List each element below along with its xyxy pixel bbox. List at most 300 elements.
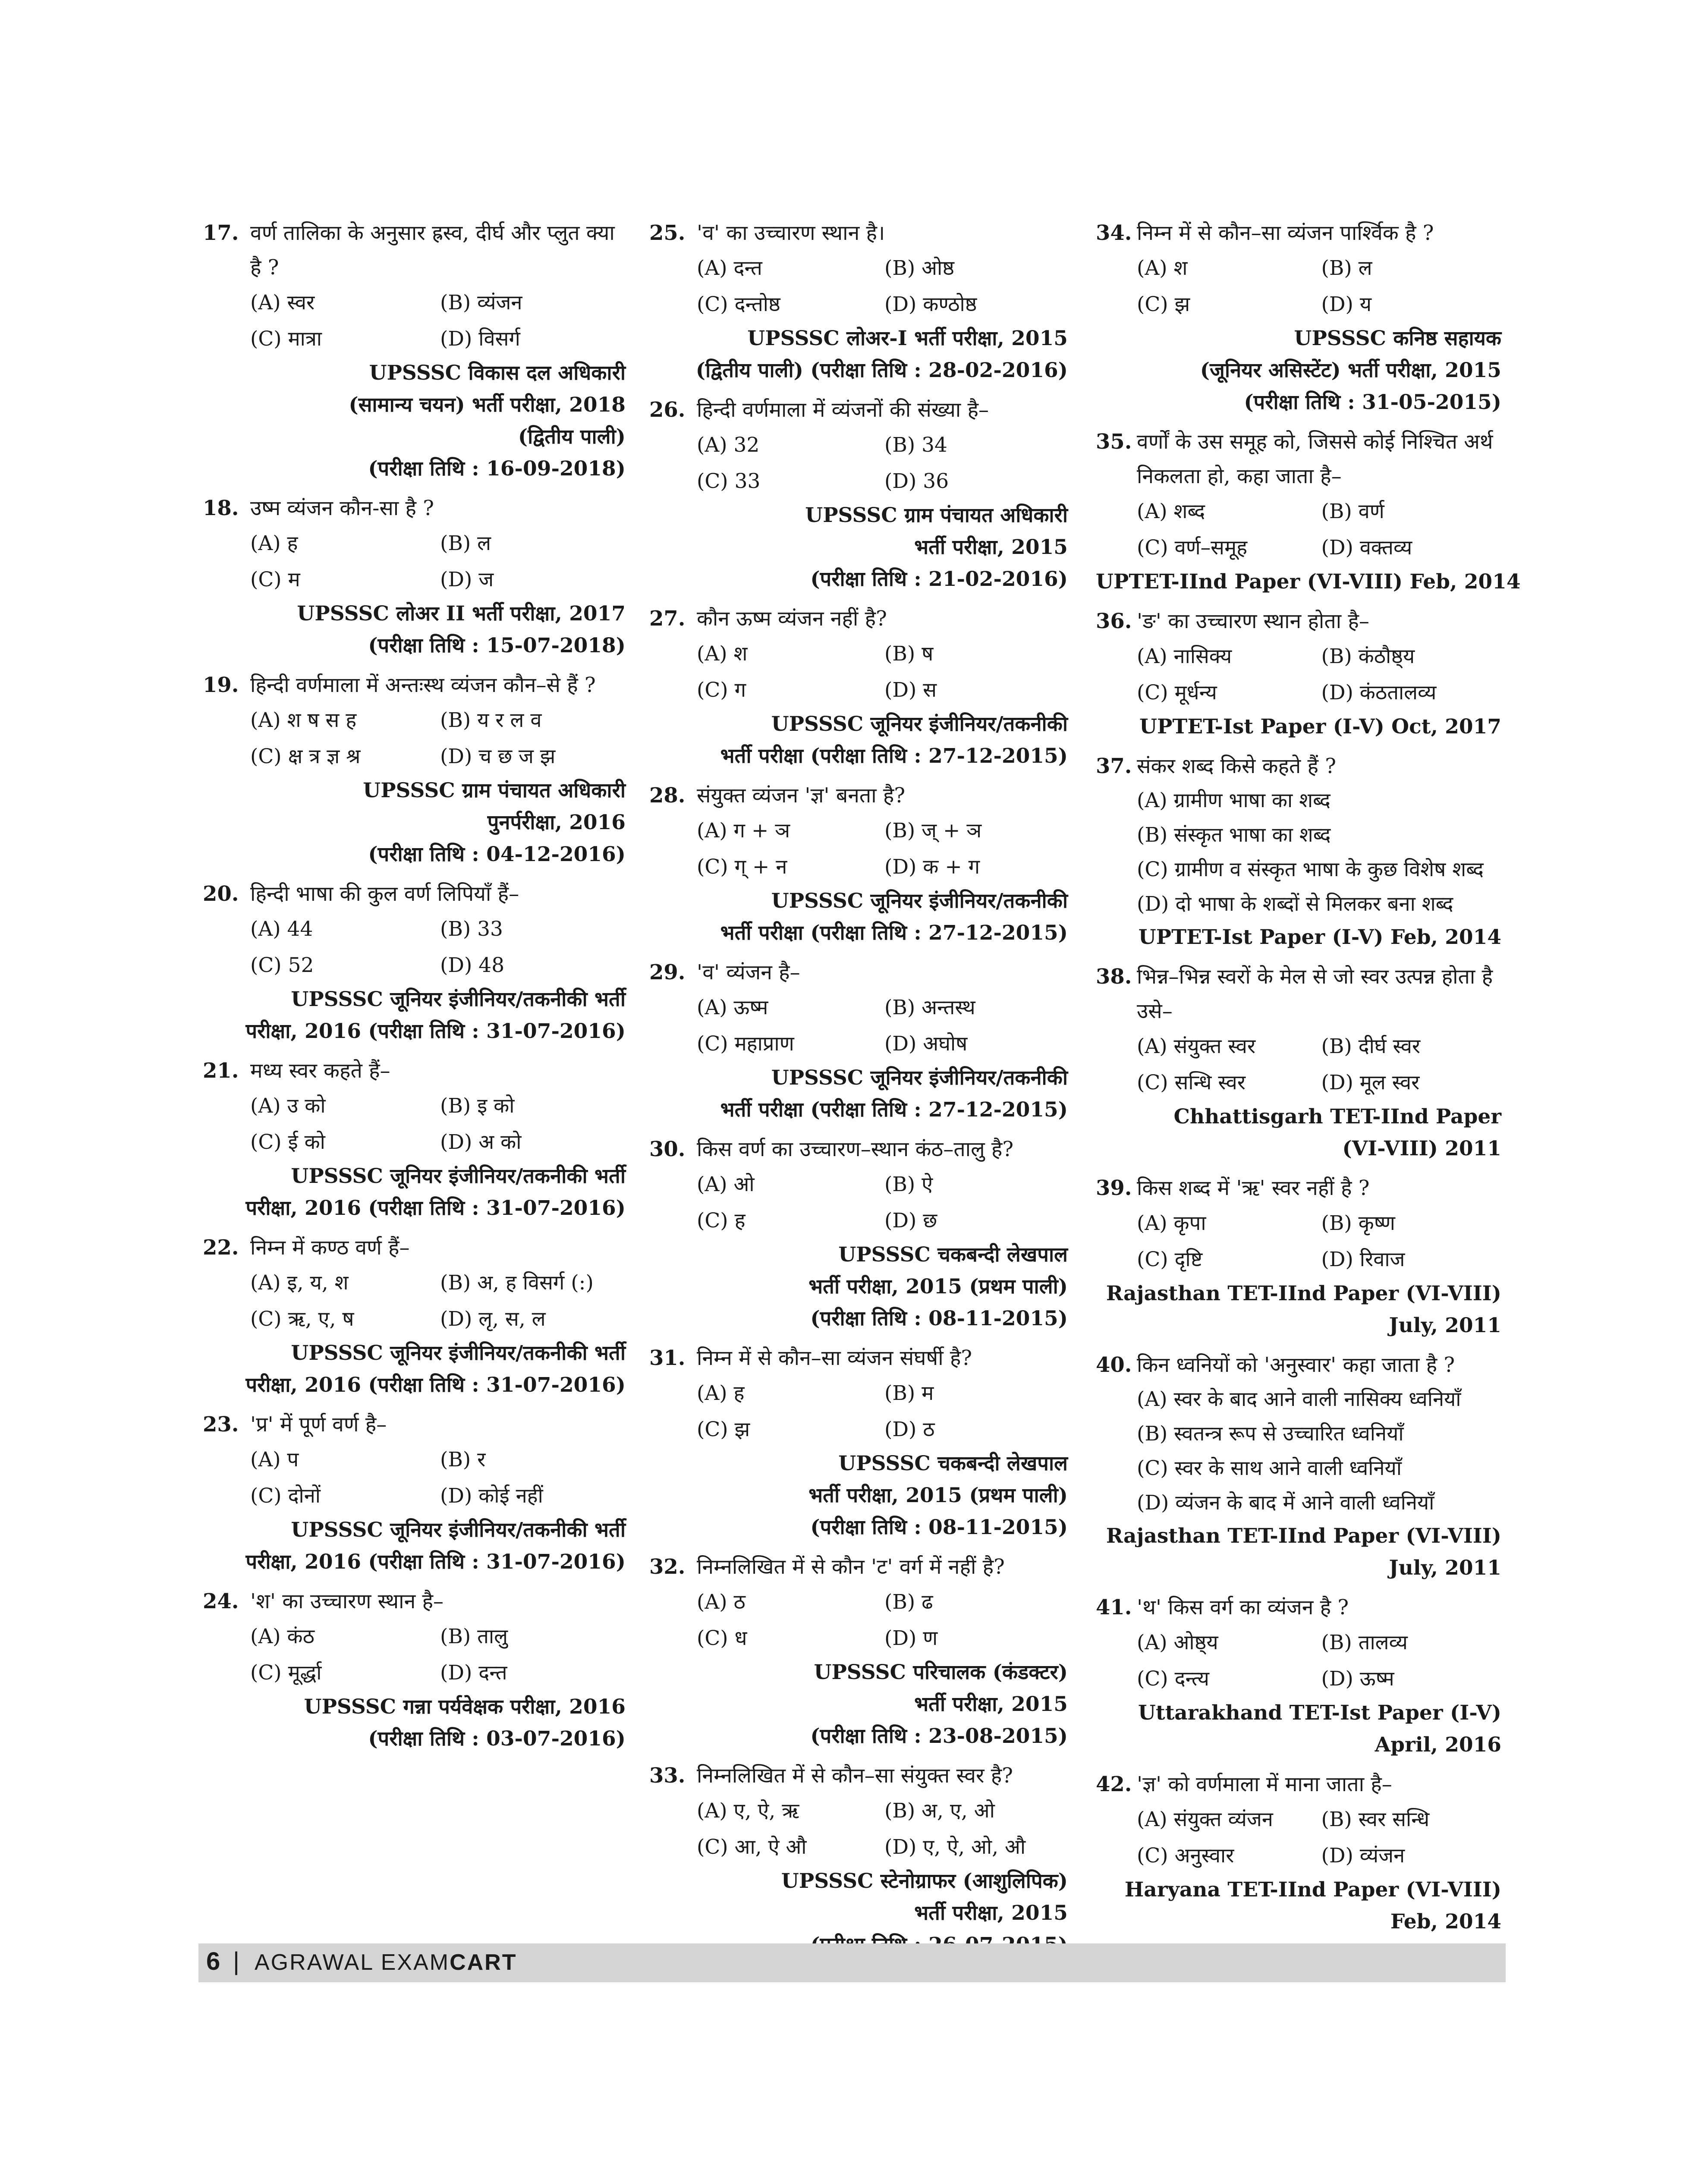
question-number: 24. (203, 1589, 239, 1613)
answer-option: (C) मूर्द्धा (250, 1661, 322, 1685)
exam-source-line: (परीक्षा तिथि : 08-11-2015) (810, 1307, 1068, 1330)
question-text (1096, 1348, 1506, 1382)
brand-name-first: AGRAWAL EXAM (255, 1950, 450, 1975)
answer-option: (A) उ को (250, 1094, 326, 1118)
answer-option: (B) म (884, 1381, 934, 1405)
answer-option: (B) स्वर सन्धि (1321, 1808, 1430, 1831)
answer-option: (D) 36 (884, 469, 949, 493)
question-block (203, 1407, 630, 1578)
question-block (649, 778, 1072, 949)
column-middle (649, 216, 1072, 1967)
answer-option: (B) इ को (440, 1094, 515, 1118)
answer-option: (B) कंठौष्ठ्य (1321, 645, 1415, 668)
exam-source-line: UPTET-Ist Paper (I-V) Oct, 2017 (1139, 715, 1501, 739)
answer-option: (D) अ को (440, 1130, 522, 1154)
answer-option: (A) दन्त (697, 256, 762, 280)
exam-source (203, 1514, 630, 1578)
answer-option: (A) ऊष्म (697, 996, 768, 1019)
footer-separator: | (233, 1947, 240, 1975)
answer-option: (B) ढ (884, 1590, 933, 1614)
answer-option: (A) ओष्ठ्य (1137, 1631, 1218, 1654)
exam-source-line: UPSSSC जूनियर इंजीनियर/तकनीकी (771, 712, 1068, 736)
question-block (1096, 1171, 1506, 1342)
question-number: 33. (649, 1764, 686, 1788)
question-number: 41. (1096, 1595, 1132, 1619)
exam-source (203, 357, 630, 485)
question-stem: मध्य स्वर कहते हैं– (250, 1059, 390, 1083)
question-number: 26. (649, 398, 686, 422)
question-text (649, 393, 1072, 427)
answer-option: (D) क + ग (884, 855, 980, 879)
question-block (203, 1230, 630, 1401)
answer-option: (A) स्वर (250, 291, 315, 314)
options-grid (649, 636, 1072, 708)
question-number: 20. (203, 882, 239, 906)
answer-option: (C) ग (697, 678, 746, 702)
question-stem: 'श' का उच्चारण स्थान है– (250, 1589, 444, 1613)
answer-option: (C) ह (697, 1209, 745, 1233)
question-number: 22. (203, 1236, 239, 1260)
options-grid (649, 1375, 1072, 1448)
question-text (649, 601, 1072, 636)
question-stem: हिन्दी वर्णमाला में अन्तःस्थ व्यंजन कौन–से हैं ? (250, 673, 596, 697)
exam-source-line: UPSSSC कनिष्ठ सहायक (1294, 327, 1501, 350)
question-number: 19. (203, 673, 239, 697)
question-number: 28. (649, 783, 686, 808)
answer-option: (C) महाप्राण (697, 1032, 794, 1056)
question-text (1096, 959, 1506, 1028)
page-number: 6 (206, 1947, 220, 1975)
options-grid (203, 702, 630, 775)
answer-option: (C) सन्धि स्वर (1137, 1071, 1246, 1094)
question-block (649, 601, 1072, 772)
answer-option: (A) श (1137, 256, 1188, 280)
exam-source-line: UPSSSC जूनियर इंजीनियर/तकनीकी भर्ती (291, 987, 626, 1011)
question-stem: उष्म व्यंजन कौन-सा है ? (250, 496, 434, 520)
answer-option: (B) दीर्घ स्वर (1321, 1034, 1421, 1058)
options-grid (203, 1088, 630, 1160)
answer-option: (C) वर्ण–समूह (1137, 536, 1248, 560)
answer-option: (D) दन्त (440, 1661, 507, 1685)
answer-option: (B) ष (884, 642, 934, 666)
answer-option: (B) तालव्य (1321, 1631, 1408, 1654)
exam-source-line: UPSSSC जूनियर इंजीनियर/तकनीकी भर्ती (291, 1518, 626, 1542)
answer-option: (C) ऋ, ए, ष (250, 1307, 354, 1331)
question-block (203, 491, 630, 662)
question-text (203, 1053, 630, 1088)
question-text (203, 1230, 630, 1265)
question-stem: 'प्र' में पूर्ण वर्ण है– (250, 1412, 387, 1437)
answer-option: (A) श (697, 642, 748, 666)
exam-source-line: भर्ती परीक्षा, 2015 (914, 1692, 1068, 1716)
answer-option: (B) र (440, 1448, 486, 1472)
page-footer (198, 1943, 1506, 1982)
answer-option: (D) वक्तव्य (1321, 536, 1412, 560)
exam-source-line: UPSSSC गन्ना पर्यवेक्षक परीक्षा, 2016 (304, 1695, 626, 1719)
options-grid (203, 1265, 630, 1337)
answer-option: (B) कृष्ण (1321, 1211, 1395, 1235)
exam-source (649, 1239, 1072, 1335)
question-stem: कौन ऊष्म व्यंजन नहीं है? (697, 607, 887, 631)
answer-option: (A) 44 (250, 917, 313, 941)
options-grid (203, 1442, 630, 1514)
exam-source-line: Rajasthan TET-IInd Paper (VI-VIII) (1106, 1524, 1501, 1548)
exam-source (1096, 711, 1506, 743)
exam-source-line: परीक्षा, 2016 (परीक्षा तिथि : 31-07-2016) (245, 1019, 626, 1043)
exam-source-line: July, 2011 (1389, 1314, 1501, 1337)
question-text (203, 491, 630, 525)
answer-option: (A) ह (697, 1381, 745, 1405)
answer-option: (C) 33 (697, 469, 761, 493)
options-grid (649, 1584, 1072, 1657)
answer-option: (B) संस्कृत भाषा का शब्द (1137, 823, 1331, 847)
answer-option: (C) दोनों (250, 1484, 321, 1508)
options-grid (203, 525, 630, 598)
answer-option: (B) अन्तस्थ (884, 996, 975, 1019)
options-grid (649, 250, 1072, 323)
question-text (203, 668, 630, 702)
exam-source-line: UPSSSC परिचालक (कंडक्टर) (814, 1660, 1068, 1684)
exam-source-line: (परीक्षा तिथि : 21-02-2016) (810, 567, 1068, 591)
exam-source-line: UPSSSC लोअर II भर्ती परीक्षा, 2017 (297, 602, 626, 626)
options-grid (1096, 783, 1506, 921)
question-text (1096, 424, 1506, 494)
answer-option: (C) अनुस्वार (1137, 1844, 1234, 1868)
exam-source-line: (परीक्षा तिथि : 23-08-2015) (810, 1724, 1068, 1748)
question-stem: निम्न में से कौन–सा व्यंजन पार्श्विक है ? (1137, 221, 1434, 245)
question-number: 30. (649, 1137, 686, 1161)
answer-option: (B) ल (440, 531, 491, 555)
question-number: 23. (203, 1412, 239, 1437)
options-grid (649, 813, 1072, 885)
question-number: 40. (1096, 1353, 1132, 1377)
answer-option: (B) ओष्ठ (884, 256, 954, 280)
options-grid (1096, 1802, 1506, 1874)
brand-name-second: CART (450, 1950, 517, 1975)
question-number: 39. (1096, 1176, 1132, 1200)
question-stem: हिन्दी भाषा की कुल वर्ण लिपियाँ हैं– (250, 882, 519, 906)
question-text (1096, 1590, 1506, 1625)
answer-option: (D) व्यंजन (1321, 1844, 1405, 1868)
answer-option: (A) ह (250, 531, 298, 555)
answer-option: (D) ए, ऐ, ओ, औ (884, 1835, 1026, 1859)
answer-option: (A) 32 (697, 433, 760, 457)
question-text (1096, 1767, 1506, 1802)
answer-option: (D) च छ ज झ (440, 745, 556, 768)
question-block (1096, 424, 1521, 598)
exam-source-line: UPSSSC स्टेनोग्राफर (आशुलिपिक) (781, 1869, 1068, 1893)
exam-source-line: UPSSSC जूनियर इंजीनियर/तकनीकी (771, 889, 1068, 913)
options-grid (203, 1619, 630, 1691)
answer-option: (D) दो भाषा के शब्दों से मिलकर बना शब्द (1137, 892, 1453, 916)
exam-source-line: April, 2016 (1375, 1733, 1501, 1757)
options-grid (1096, 1382, 1506, 1520)
question-stem: किन ध्वनियों को 'अनुस्वार' कहा जाता है ? (1137, 1353, 1455, 1377)
options-grid (1096, 1625, 1506, 1697)
question-stem: वर्ण तालिका के अनुसार ह्रस्व, दीर्घ और प्लुत क्या है ? (250, 221, 615, 280)
question-text (1096, 1171, 1506, 1205)
answer-option: (D) कोई नहीं (440, 1484, 543, 1508)
answer-option: (B) व्यंजन (440, 291, 522, 314)
question-text (1096, 216, 1506, 250)
question-block (649, 393, 1072, 595)
question-number: 34. (1096, 221, 1132, 245)
answer-option: (A) संयुक्त व्यंजन (1137, 1808, 1273, 1831)
options-grid (649, 427, 1072, 500)
question-text (649, 778, 1072, 813)
answer-option: (D) मूल स्वर (1321, 1071, 1420, 1094)
options-grid (203, 285, 630, 357)
exam-source-line: (परीक्षा तिथि : 08-11-2015) (810, 1516, 1068, 1539)
question-block (1096, 216, 1506, 418)
question-block (203, 668, 630, 871)
answer-option: (D) ठ (884, 1418, 935, 1441)
exam-source-line: UPSSSC चकबन्दी लेखपाल (838, 1452, 1068, 1475)
question-stem: निम्नलिखित में से कौन 'ट' वर्ग में नहीं है? (697, 1555, 1005, 1579)
answer-option: (D) विसर्ग (440, 327, 520, 351)
question-number: 17. (203, 221, 239, 245)
answer-option: (A) ए, ऐ, ऋ (697, 1799, 799, 1823)
answer-option: (A) ओ (697, 1173, 755, 1196)
question-block (649, 216, 1072, 387)
answer-option: (B) अ, ए, ओ (884, 1799, 995, 1823)
question-block (649, 1341, 1072, 1544)
exam-source-line: UPSSSC लोअर-I भर्ती परीक्षा, 2015 (747, 327, 1068, 350)
exam-source-line: Haryana TET-IInd Paper (VI-VIII) (1124, 1878, 1501, 1902)
answer-option: (C) ग् + न (697, 855, 787, 879)
answer-option: (B) अ, ह विसर्ग (:) (440, 1271, 594, 1295)
question-text (203, 1407, 630, 1442)
exam-source-line: UPTET-Ist Paper (I-V) Feb, 2014 (1138, 925, 1501, 949)
exam-source-line: (परीक्षा तिथि : 31-05-2015) (1244, 390, 1501, 414)
exam-source (1096, 1278, 1506, 1342)
column-right (1096, 216, 1521, 1944)
exam-source (203, 598, 630, 662)
answer-option: (B) ज् + ञ (884, 819, 982, 843)
exam-source-line: (परीक्षा तिथि : 16-09-2018) (368, 457, 626, 481)
question-stem: संकर शब्द किसे कहते हैं ? (1137, 754, 1337, 778)
question-number: 32. (649, 1555, 686, 1579)
answer-option: (D) 48 (440, 953, 505, 977)
answer-option: (B) य र ल व (440, 708, 542, 732)
options-grid (1096, 494, 1506, 566)
answer-option: (C) ग्रामीण व संस्कृत भाषा के कुछ विशेष शब्द (1137, 858, 1484, 881)
answer-option: (D) रिवाज (1321, 1248, 1405, 1271)
question-block (1096, 1348, 1506, 1584)
question-text (649, 216, 1072, 250)
answer-option: (A) ठ (697, 1590, 745, 1614)
question-block (649, 955, 1072, 1126)
question-number: 36. (1096, 609, 1132, 633)
question-number: 25. (649, 221, 686, 245)
exam-source (203, 775, 630, 871)
exam-source-line: Rajasthan TET-IInd Paper (VI-VIII) (1106, 1282, 1501, 1305)
question-number: 35. (1096, 430, 1132, 454)
question-stem: भिन्न–भिन्न स्वरों के मेल से जो स्वर उत्पन्न होता है उसे– (1137, 965, 1493, 1023)
exam-source (649, 323, 1072, 387)
answer-option: (C) झ (697, 1418, 750, 1441)
answer-option: (C) झ (1137, 292, 1190, 316)
answer-option: (A) ग + ञ (697, 819, 790, 843)
answer-option: (C) म (250, 568, 300, 591)
answer-option: (C) दन्त्य (1137, 1667, 1209, 1691)
question-block (203, 1584, 630, 1755)
answer-option: (D) ज (440, 568, 494, 591)
question-block (203, 1053, 630, 1224)
answer-option: (B) ऐ (884, 1173, 933, 1196)
question-stem: 'व' का उच्चारण स्थान है। (697, 221, 885, 245)
question-block (1096, 749, 1506, 953)
answer-option: (A) कृपा (1137, 1211, 1206, 1235)
question-stem: 'ज्ञ' को वर्णमाला में माना जाता है– (1137, 1772, 1392, 1796)
column-left (203, 216, 630, 1761)
exam-source (1096, 921, 1506, 953)
exam-source-line: भर्ती परीक्षा (परीक्षा तिथि : 27-12-2015) (720, 921, 1068, 945)
answer-option: (B) 33 (440, 917, 503, 941)
answer-option: (D) लृ, स, ल (440, 1307, 546, 1331)
answer-option: (D) छ (884, 1209, 937, 1233)
answer-option: (D) स (884, 678, 937, 702)
exam-source-line: UPSSSC विकास दल अधिकारी (369, 361, 626, 385)
exam-source-line: July, 2011 (1389, 1556, 1501, 1580)
exam-source-line: (द्वितीय पाली) (518, 425, 626, 449)
answer-option: (B) ल (1321, 256, 1372, 280)
exam-source (203, 1160, 630, 1224)
exam-source-line: (परीक्षा तिथि : 03-07-2016) (368, 1727, 626, 1751)
exam-source (1096, 1520, 1506, 1584)
exam-source (1096, 1874, 1506, 1938)
question-block (1096, 1767, 1506, 1938)
question-text (203, 877, 630, 911)
answer-option: (A) संयुक्त स्वर (1137, 1034, 1256, 1058)
exam-source-line: UPSSSC जूनियर इंजीनियर/तकनीकी (771, 1066, 1068, 1090)
question-block (203, 877, 630, 1047)
exam-source-line: Chhattisgarh TET-IInd Paper (1173, 1105, 1501, 1129)
question-block (649, 1550, 1072, 1752)
answer-option: (D) अघोष (884, 1032, 968, 1056)
answer-option: (D) कण्ठोष्ठ (884, 292, 977, 316)
answer-option: (C) मात्रा (250, 327, 322, 351)
answer-option: (C) क्ष त्र ज्ञ श्र (250, 745, 361, 768)
exam-source (1096, 566, 1521, 598)
answer-option: (C) दृष्टि (1137, 1248, 1203, 1271)
options-grid (649, 1167, 1072, 1239)
question-stem: निम्न में कण्ठ वर्ण हैं– (250, 1236, 410, 1260)
exam-source-line: UPSSSC ग्राम पंचायत अधिकारी (363, 779, 626, 802)
question-number: 37. (1096, 754, 1132, 778)
question-stem: 'थ' किस वर्ग का व्यंजन है ? (1137, 1595, 1349, 1619)
exam-source-line: (जूनियर असिस्टेंट) भर्ती परीक्षा, 2015 (1200, 358, 1501, 382)
exam-source-line: (VI-VIII) 2011 (1342, 1137, 1501, 1160)
exam-source (1096, 1101, 1506, 1165)
question-text (1096, 604, 1506, 638)
exam-source-line: (परीक्षा तिथि : 04-12-2016) (368, 843, 626, 866)
question-text (649, 1550, 1072, 1584)
exam-source-line: भर्ती परीक्षा, 2015 (प्रथम पाली) (808, 1275, 1068, 1299)
question-number: 31. (649, 1346, 686, 1370)
exam-source-line: परीक्षा, 2016 (परीक्षा तिथि : 31-07-2016) (245, 1196, 626, 1220)
exam-source (649, 1448, 1072, 1544)
answer-option: (C) आ, ऐ औ (697, 1835, 807, 1859)
exam-source (649, 500, 1072, 595)
answer-option: (D) व्यंजन के बाद में आने वाली ध्वनियाँ (1137, 1491, 1434, 1515)
question-text (1096, 749, 1506, 783)
answer-option: (C) ई को (250, 1130, 325, 1154)
question-text (649, 1132, 1072, 1167)
exam-source-line: भर्ती परीक्षा (परीक्षा तिथि : 27-12-2015) (720, 1098, 1068, 1122)
question-stem: हिन्दी वर्णमाला में व्यंजनों की संख्या है– (697, 398, 989, 422)
answer-option: (C) स्वर के साथ आने वाली ध्वनियाँ (1137, 1456, 1402, 1480)
answer-option: (A) श ष स ह (250, 708, 357, 732)
options-grid (649, 1793, 1072, 1865)
exam-source (1096, 1697, 1506, 1761)
question-stem: किस वर्ण का उच्चारण–स्थान कंठ–तालु है? (697, 1137, 1014, 1161)
exam-source-line: भर्ती परीक्षा, 2015 (प्रथम पाली) (808, 1484, 1068, 1507)
question-stem: किस शब्द में 'ऋ' स्वर नहीं है ? (1137, 1176, 1370, 1200)
exam-source-line: UPSSSC जूनियर इंजीनियर/तकनीकी भर्ती (291, 1341, 626, 1365)
answer-option: (A) प (250, 1448, 299, 1472)
question-stem: 'व' व्यंजन है– (697, 960, 800, 984)
exam-source-line: परीक्षा, 2016 (परीक्षा तिथि : 31-07-2016) (245, 1550, 626, 1574)
question-text (649, 955, 1072, 990)
question-stem: निम्न में से कौन–सा व्यंजन संघर्षी है? (697, 1346, 972, 1370)
answer-option: (A) ग्रामीण भाषा का शब्द (1137, 789, 1331, 812)
exam-source-line: UPSSSC जूनियर इंजीनियर/तकनीकी भर्ती (291, 1164, 626, 1188)
exam-source (649, 708, 1072, 772)
exam-source-line: UPTET-IInd Paper (VI-VIII) Feb, 2014 (1096, 570, 1521, 594)
exam-source (203, 1337, 630, 1401)
exam-source-line: भर्ती परीक्षा, 2015 (914, 1901, 1068, 1925)
exam-source-line: Uttarakhand TET-Ist Paper (I-V) (1138, 1701, 1501, 1725)
exam-source-line: (परीक्षा तिथि : 15-07-2018) (368, 634, 626, 657)
exam-source-line: परीक्षा, 2016 (परीक्षा तिथि : 31-07-2016) (245, 1373, 626, 1397)
exam-source (649, 1062, 1072, 1126)
exam-source (1096, 323, 1506, 418)
answer-option: (D) य (1321, 292, 1372, 316)
answer-option: (D) कंठतालव्य (1321, 681, 1437, 704)
answer-option: (A) नासिक्य (1137, 645, 1232, 668)
question-number: 38. (1096, 965, 1132, 989)
question-text (203, 1584, 630, 1619)
question-block (649, 1132, 1072, 1335)
question-text (203, 216, 630, 285)
question-stem: 'ङ' का उच्चारण स्थान होता है– (1137, 609, 1369, 633)
answer-option: (B) स्वतन्त्र रूप से उच्चारित ध्वनियाँ (1137, 1422, 1404, 1446)
exam-source (649, 1657, 1072, 1752)
exam-source-line: (द्वितीय पाली) (परीक्षा तिथि : 28-02-2016) (695, 358, 1068, 382)
exam-source-line: पुनर्परीक्षा, 2016 (487, 811, 626, 834)
options-grid (1096, 1205, 1506, 1278)
answer-option: (B) वर्ण (1321, 500, 1384, 523)
brand-logo (255, 1949, 517, 1975)
answer-option: (C) मूर्धन्य (1137, 681, 1217, 704)
answer-option: (B) तालु (440, 1625, 508, 1648)
question-text (649, 1341, 1072, 1375)
options-grid (203, 911, 630, 984)
options-grid (1096, 638, 1506, 711)
answer-option: (D) ण (884, 1626, 938, 1650)
question-block (203, 216, 630, 485)
answer-option: (C) ध (697, 1626, 747, 1650)
exam-source-line: UPSSSC ग्राम पंचायत अधिकारी (805, 503, 1068, 527)
question-number: 18. (203, 496, 239, 520)
options-grid (1096, 250, 1506, 323)
question-number: 42. (1096, 1772, 1132, 1796)
answer-option: (C) 52 (250, 953, 314, 977)
question-block (1096, 604, 1506, 743)
question-block (1096, 959, 1506, 1165)
answer-option: (B) 34 (884, 433, 947, 457)
